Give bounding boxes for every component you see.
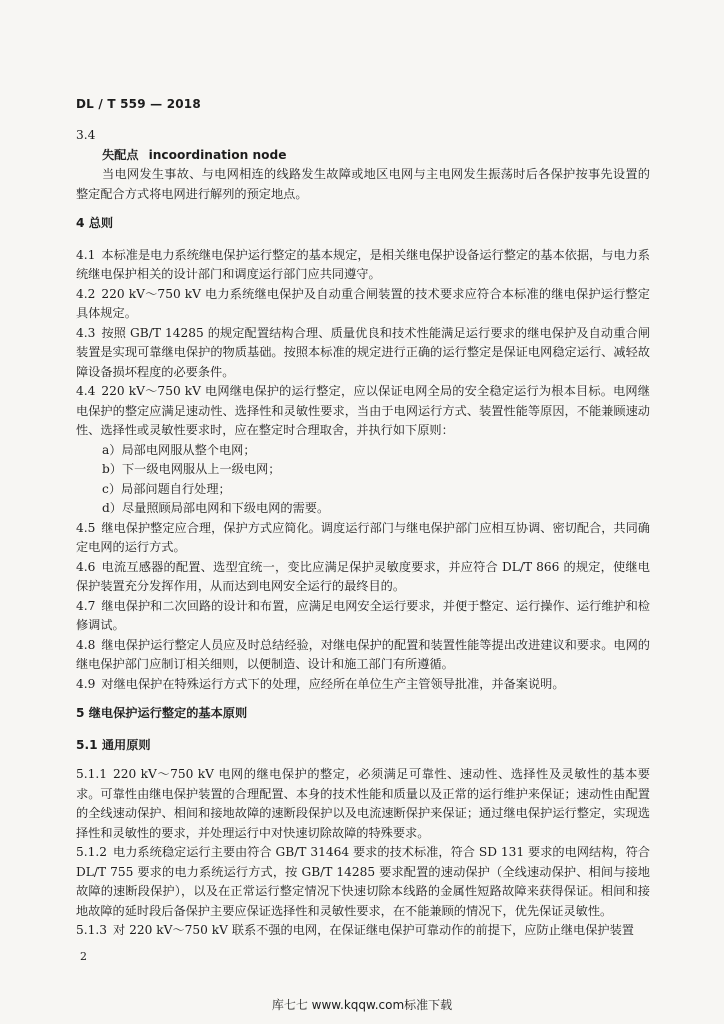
clause-paragraph: [76, 597, 650, 636]
list-item: d）尽量照顾局部电网和下级电网的需要。: [102, 501, 330, 515]
clause-text: 按照 GB/T 14285 的规定配置结构合理、质量优良和技术性能满足运行要求的继电保护及自动重合闸装置是实现可靠继电保护的物质基础。按照本标准的规定进行正确的运行整定是保证电网稳定运行、减轻故障设备损坏程度的必要条件。: [76, 325, 650, 379]
clause-no: 5.1.3: [76, 923, 108, 937]
list-item: a）局部电网服从整个电网；: [102, 442, 256, 457]
subsection-heading: 5.1 通用原则: [76, 737, 151, 752]
clause-no: 4.3: [76, 325, 96, 340]
clause-no: 4.2: [76, 286, 96, 301]
clause-no: 4.9: [76, 676, 96, 691]
document-body: [76, 122, 650, 941]
list-item: c）局部问题自行处理；: [102, 481, 231, 496]
clause-text: 对 220 kV～750 kV 联系不强的电网，在保证继电保护可靠动作的前提下，应防止继电保护装置: [113, 923, 634, 937]
section-heading: 4 总则: [76, 216, 114, 230]
term-chinese: 失配点: [102, 147, 139, 162]
clause-no: 5.1.2: [76, 845, 108, 859]
clause-text: 电流互感器的配置、选型宜统一，变比应满足保护灵敏度要求，并应符合 DL/T 866 的规定，使继电保护装置充分发挥作用，从而达到电网安全运行的最终目的。: [76, 559, 650, 593]
footer-watermark-text: 库七七 www.kqqw.com标准下载: [271, 998, 453, 1012]
clause-no: 4.8: [76, 637, 96, 652]
clause-no: 4.7: [76, 598, 96, 613]
clause-text: 继电保护运行整定人员应及时总结经验，对继电保护的配置和装置性能等提出改进建议和要求。电网的继电保护部门应制订相关细则，以便制造、设计和施工部门有所遵循。: [76, 637, 650, 671]
clause-paragraph: [76, 382, 650, 441]
clause-paragraph: [76, 843, 650, 921]
clause-text: 电力系统稳定运行主要由符合 GB/T 31464 要求的技术标准，符合 SD 131 要求的电网结构，符合 DL/T 755 要求的电力系统运行方式，按 GB/T 14285 要求配置的速动保护（全线速动保护、相间与接地故障的速断段保护），以及在正常运行整定情况下快速切除本线路的金属性短路故障来获得保证。相间和接地故障的延时段后备保护主要应保证选择性和灵敏性要求，在不能兼顾的情况下，优先保证灵敏性。: [76, 845, 650, 918]
clause-number: 3.4: [76, 128, 96, 142]
clause-text: 继电保护整定应合理，保护方式应简化。调度运行部门与继电保护部门应相互协调、密切配合，共同确定电网的运行方式。: [76, 520, 650, 554]
clause-paragraph: [76, 246, 650, 285]
clause-text: 220 kV～750 kV 电力系统继电保护及自动重合闸装置的技术要求应符合本标准的继电保护运行整定具体规定。: [76, 286, 650, 320]
clause-paragraph: [76, 519, 650, 558]
list-item: b）下一级电网服从上一级电网；: [102, 462, 281, 476]
term-english: incoordination node: [148, 147, 287, 162]
clause-paragraph: [76, 558, 650, 597]
clause-text: 对继电保护在特殊运行方式下的处理，应经所在单位生产主管领导批准，并备案说明。: [101, 676, 565, 691]
section-heading: 5 继电保护运行整定的基本原则: [76, 706, 248, 720]
clause-no: 4.4: [76, 384, 96, 398]
clause-no: 5.1.1: [76, 767, 108, 781]
document-code-header: DL / T 559 — 2018: [76, 97, 201, 111]
clause-no: 4.6: [76, 559, 96, 574]
clause-no: 4.5: [76, 520, 96, 535]
term-definition: 当电网发生事故、与电网相连的线路发生故障或地区电网与主电网发生振荡时后各保护按事先设置的整定配合方式将电网进行解列的预定地点。: [76, 167, 650, 201]
clause-text: 继电保护和二次回路的设计和布置，应满足电网安全运行要求，并便于整定、运行操作、运行维护和检修调试。: [76, 598, 650, 632]
page-number: 2: [80, 950, 87, 963]
clause-paragraph: [76, 324, 650, 383]
clause-paragraph: [76, 921, 650, 941]
term-entry: [76, 146, 650, 166]
clause-paragraph: [76, 636, 650, 675]
clause-no: 4.1: [76, 247, 96, 262]
clause-text: 220 kV～750 kV 电网继电保护的运行整定，应以保证电网全局的安全稳定运行为根本目标。电网继电保护的整定应满足速动性、选择性和灵敏性要求，当由于电网运行方式、装置性能等原因，不能兼顾速动性、选择性或灵敏性要求时，应在整定时合理取舍，并执行如下原则：: [76, 384, 650, 437]
clause-text: 220 kV～750 kV 电网的继电保护的整定，必须满足可靠性、速动性、选择性及灵敏性的基本要求。可靠性由继电保护装置的合理配置、本身的技术性能和质量以及正常的运行维护来保证；速动性由配置的全线速动保护、相间和接地故障的速断段保护以及电流速断保护来保证；通过继电保护运行整定，实现选择性和灵敏性的要求，并处理运行中对快速切除故障的特殊要求。: [76, 767, 650, 840]
clause-paragraph: [76, 675, 650, 695]
clause-paragraph: [76, 765, 650, 843]
clause-paragraph: [76, 285, 650, 324]
clause-text: 本标准是电力系统继电保护运行整定的基本规定，是相关继电保护设备运行整定的基本依据，与电力系统继电保护相关的设计部门和调度运行部门应共同遵守。: [76, 247, 650, 281]
